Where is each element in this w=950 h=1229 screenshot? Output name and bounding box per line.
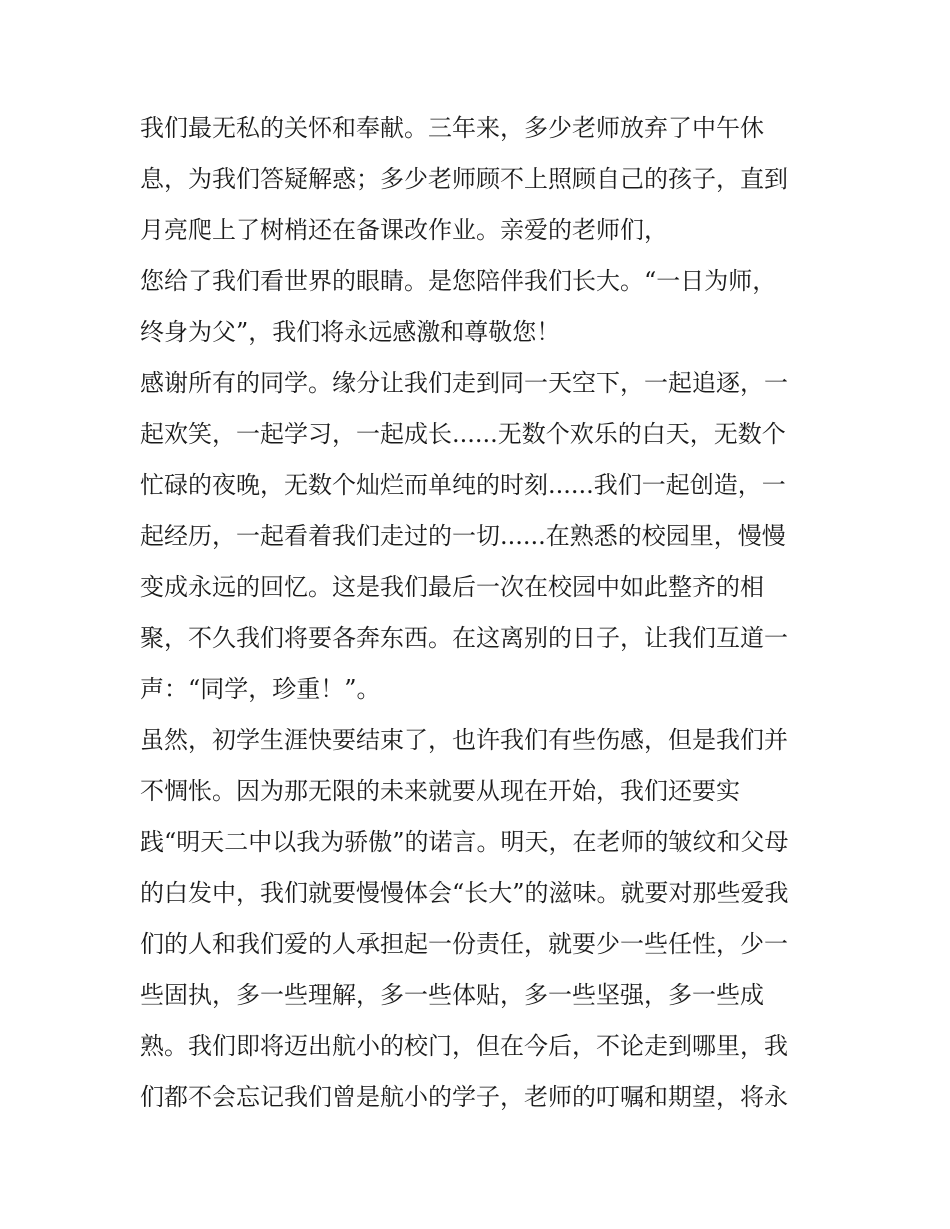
- text-line-13: 虽然，初学生涯快要结束了，也许我们有些伤感，但是我们并: [140, 726, 788, 754]
- text-line-14: 不惆怅。因为那无限的未来就要从现在开始，我们还要实: [140, 777, 740, 805]
- text-line-8: 忙碌的夜晚，无数个灿烂而单纯的时刻......我们一起创造，一: [140, 471, 786, 499]
- text-line-6: 感谢所有的同学。缘分让我们走到同一天空下，一起追逐，一: [140, 369, 788, 397]
- text-line-17: 们的人和我们爱的人承担起一份责任，就要少一些任性，少一: [140, 930, 788, 958]
- document-body: [140, 103, 820, 1123]
- text-line-9: 起经历，一起看着我们走过的一切......在熟悉的校园里，慢慢: [140, 522, 786, 550]
- text-line-10: 变成永远的回忆。这是我们最后一次在校园中如此整齐的相: [140, 573, 764, 601]
- text-line-1: 我们最无私的关怀和奉献。三年来，多少老师放弃了中午休: [140, 114, 764, 142]
- text-line-3: 月亮爬上了树梢还在备课改作业。亲爱的老师们，: [140, 216, 668, 244]
- text-line-20: 们都不会忘记我们曾是航小的学子，老师的叮嘱和期望，将永: [140, 1083, 788, 1111]
- text-line-4: 您给了我们看世界的眼睛。是您陪伴我们长大。“一日为师，: [140, 267, 777, 295]
- text-line-11: 聚，不久我们将要各奔东西。在这离别的日子，让我们互道一: [140, 624, 788, 652]
- text-line-18: 些固执，多一些理解，多一些体贴，多一些坚强，多一些成: [140, 981, 764, 1009]
- text-line-12: 声：“同学，珍重！”。: [140, 675, 381, 703]
- text-line-5: 终身为父”，我们将永远感激和尊敬您！: [140, 318, 561, 346]
- text-line-7: 起欢笑，一起学习，一起成长......无数个欢乐的白天，无数个: [140, 420, 786, 448]
- text-line-2: 息，为我们答疑解惑；多少老师顾不上照顾自己的孩子，直到: [140, 165, 788, 193]
- text-line-15: 践“明天二中以我为骄傲”的诺言。明天，在老师的皱纹和父母: [140, 828, 789, 856]
- text-line-19: 熟。我们即将迈出航小的校门，但在今后，不论走到哪里，我: [140, 1032, 788, 1060]
- text-line-16: 的白发中，我们就要慢慢体会“长大”的滋味。就要对那些爱我: [140, 879, 789, 907]
